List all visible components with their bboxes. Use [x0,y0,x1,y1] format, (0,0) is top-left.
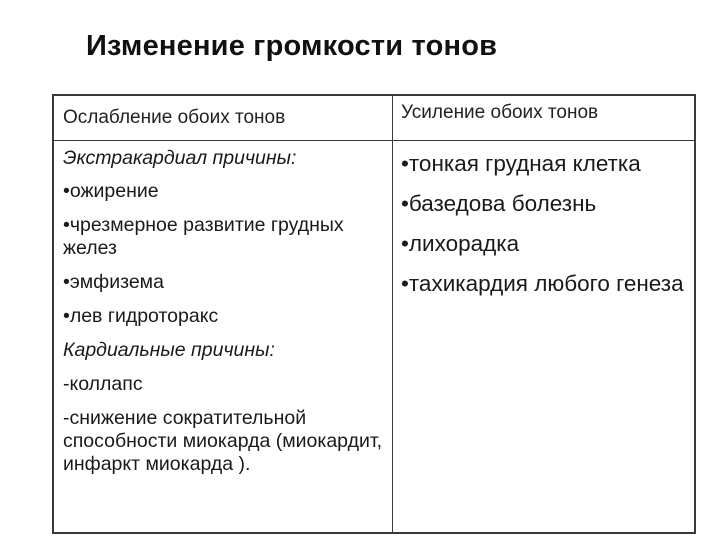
column-divider [392,96,393,532]
cardiac-heading: Кардиальные причины: [63,339,275,361]
comparison-table [52,94,696,534]
weakening-causes-cell [63,147,383,476]
list-item: •эмфизема [63,271,164,293]
list-item: •лихорадка [401,231,520,256]
list-item: •тахикардия любого генеза [401,271,684,296]
header-divider [54,140,694,141]
list-item: •лев гидроторакс [63,305,219,327]
list-item: -коллапс [63,373,143,395]
right-column-header: Усиление обоих тонов [401,102,599,123]
left-column-header: Ослабление обоих тонов [63,107,286,128]
list-item: •чрезмерное развитие грудных желез [63,214,344,259]
list-item: •ожирение [63,180,159,202]
list-item: -снижение сократительной способности миокарда (миокардит, инфаркт миокарда ). [63,407,383,475]
slide-title: Изменение громкости тонов [86,30,498,62]
list-item: •базедова болезнь [401,191,597,216]
extracardiac-heading: Экстракардиал причины: [63,147,297,169]
strengthening-causes-cell [401,147,691,300]
list-item: •тонкая грудная клетка [401,151,641,176]
